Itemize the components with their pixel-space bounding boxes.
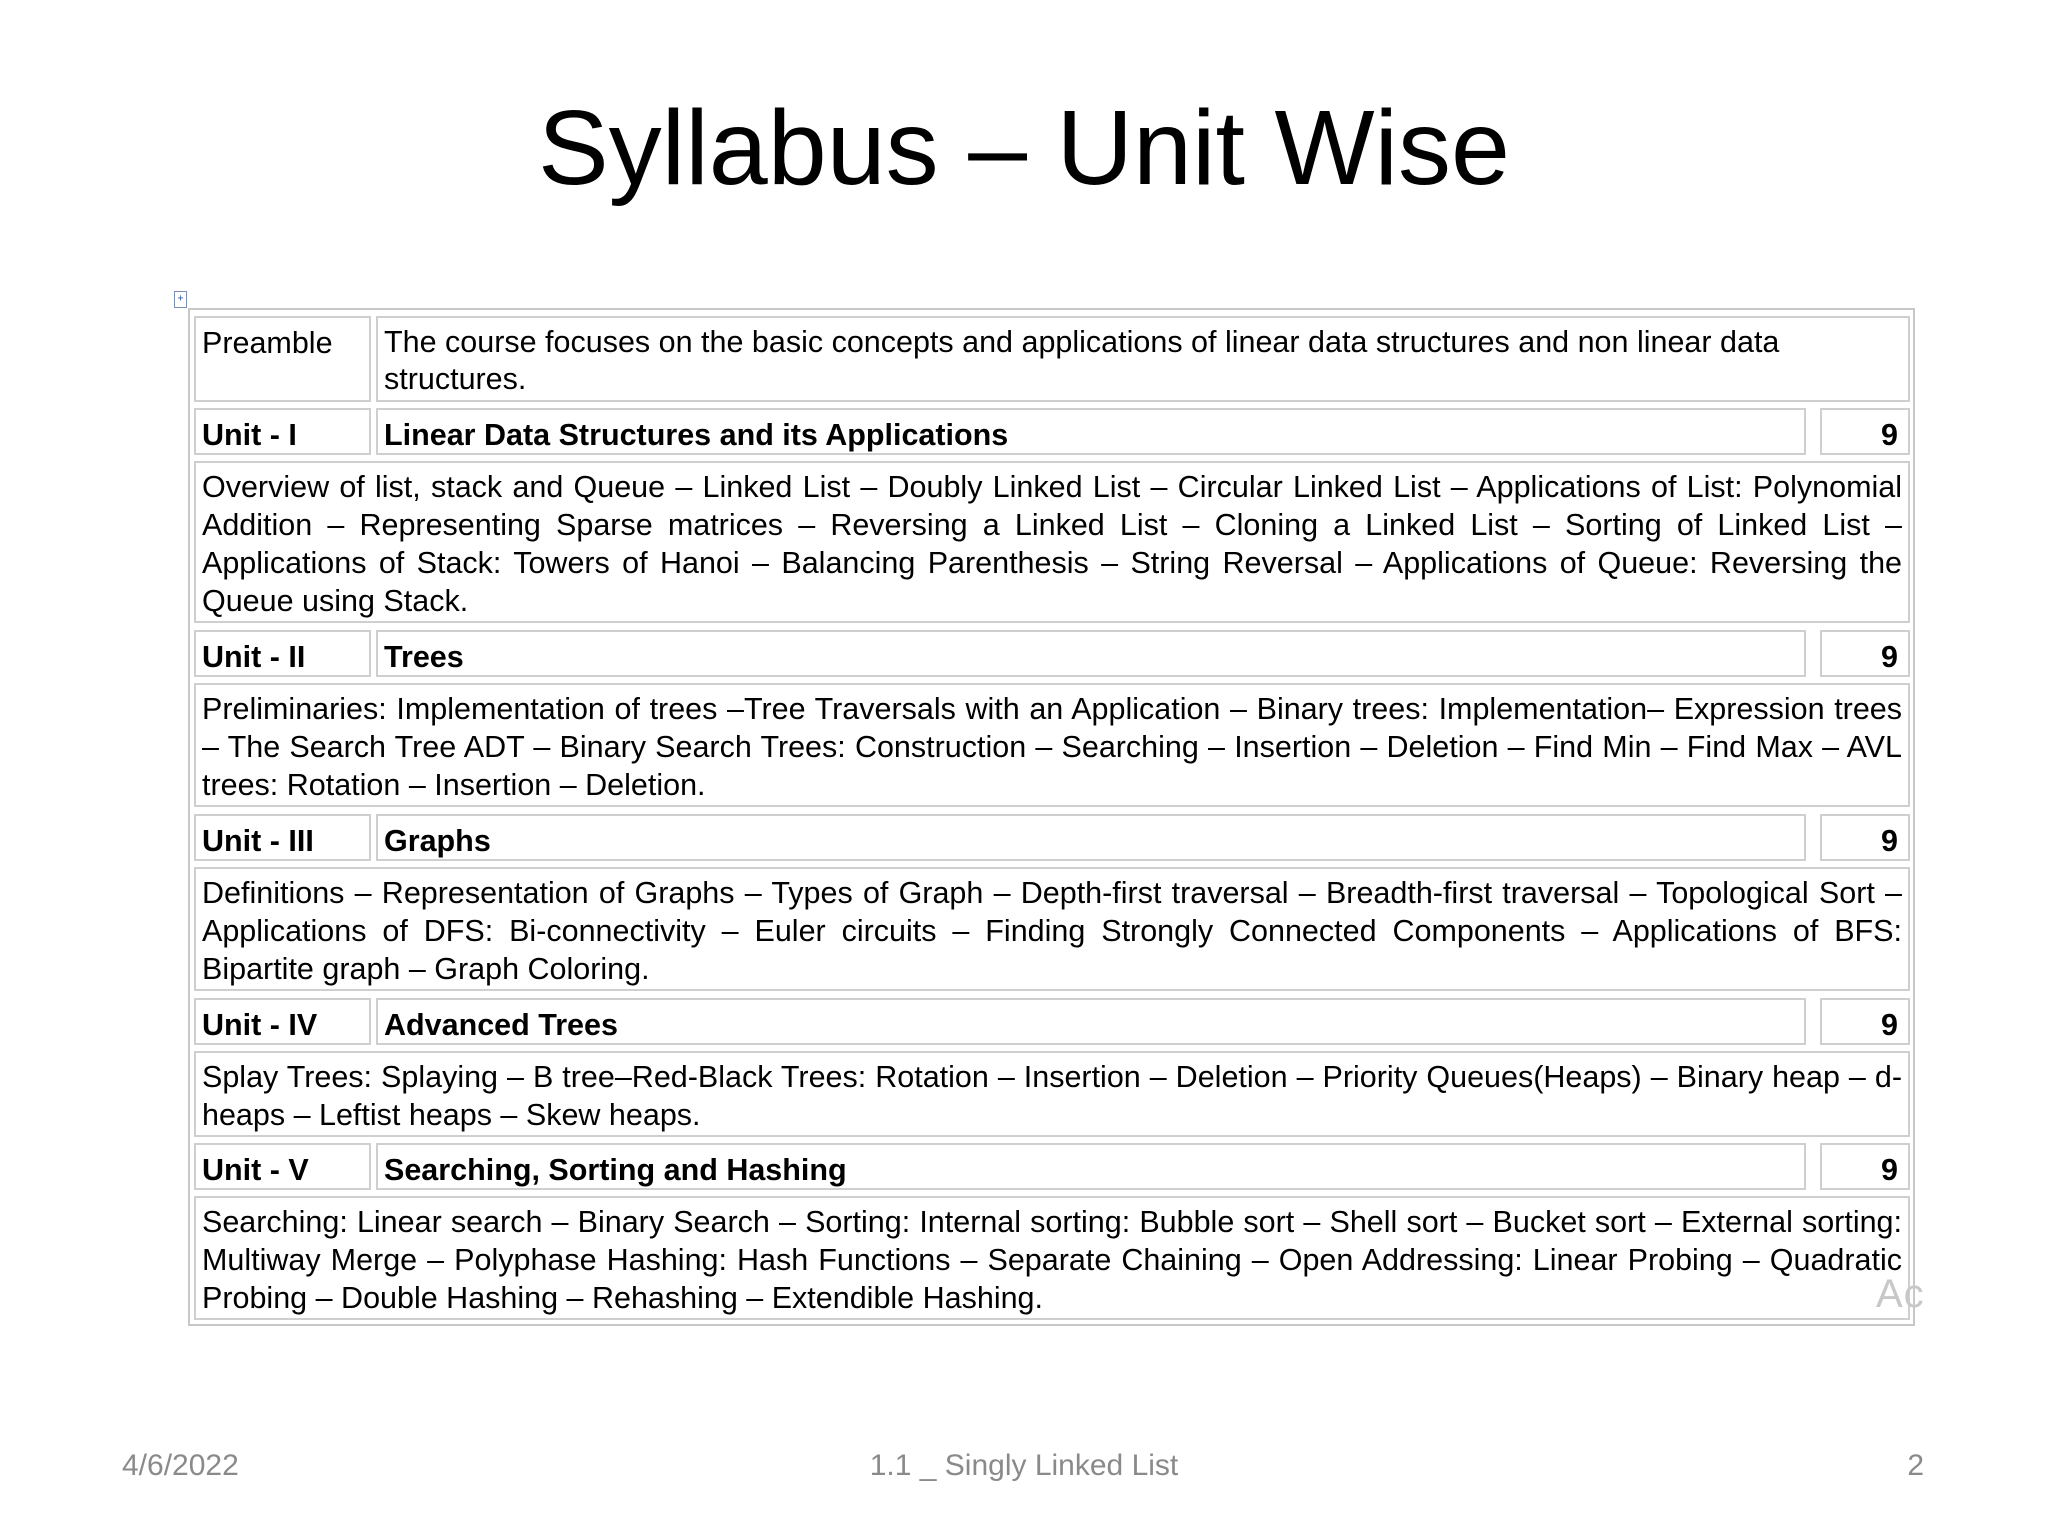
unit-content-row xyxy=(194,461,1910,623)
unit-header-row xyxy=(194,1143,1910,1190)
unit-header-row xyxy=(194,630,1910,677)
unit-label: Unit - IV xyxy=(194,998,371,1045)
unit-label: Unit - I xyxy=(194,408,371,455)
unit-title: Searching, Sorting and Hashing xyxy=(376,1143,1806,1190)
unit-header-row xyxy=(194,814,1910,861)
unit-content: Searching: Linear search – Binary Search – Sorting: Internal sorting: Bubble sort – Shell sort – Bucket sort – External sorting: Multiway Merge – Polyphase Hashing: Hash Functions – Separate Chaining – Open Addressing: Linear Probing – Quadratic Probing – Double Hashing – Rehashing – Extendible Hashing. xyxy=(194,1196,1910,1320)
unit-content-row xyxy=(194,1196,1910,1320)
unit-content: Preliminaries: Implementation of trees –Tree Traversals with an Application – Binary trees: Implementation– Expression trees – The Search Tree ADT – Binary Search Trees: Construction – Searching – Insertion – Deletion – Find Min – Find Max – AVL trees: Rotation – Insertion – Deletion. xyxy=(194,683,1910,807)
unit-content-row xyxy=(194,1051,1910,1137)
preamble-row xyxy=(194,316,1910,402)
footer-title: 1.1 _ Singly Linked List xyxy=(869,1449,1179,1482)
unit-title: Advanced Trees xyxy=(376,998,1806,1045)
unit-content: Overview of list, stack and Queue – Linked List – Doubly Linked List – Circular Linked List – Applications of List: Polynomial Addition – Representing Sparse matrices – Reversing a Linked List – Cloning a Linked List – Sorting of Linked List – Applications of Stack: Towers of Hanoi – Balancing Parenthesis – String Reversal – Applications of Queue: Reversing the Queue using Stack. xyxy=(194,461,1910,623)
unit-label: Unit - V xyxy=(194,1143,371,1190)
unit-hours: 9 xyxy=(1820,998,1910,1045)
unit-hours: 9 xyxy=(1820,1143,1910,1190)
unit-title: Linear Data Structures and its Applications xyxy=(376,408,1806,455)
unit-header-row xyxy=(194,408,1910,455)
unit-label: Unit - II xyxy=(194,630,371,677)
slide-title: Syllabus – Unit Wise xyxy=(537,89,1510,207)
unit-title: Graphs xyxy=(376,814,1806,861)
footer-date: 4/6/2022 xyxy=(122,1449,239,1482)
unit-hours: 9 xyxy=(1820,408,1910,455)
unit-content-row xyxy=(194,683,1910,807)
preamble-text: The course focuses on the basic concepts and applications of linear data structures and non linear data structures. xyxy=(376,316,1910,402)
page-number: 2 xyxy=(1907,1449,1924,1482)
unit-header-row xyxy=(194,998,1910,1045)
unit-hours: 9 xyxy=(1820,814,1910,861)
preamble-label: Preamble xyxy=(194,316,371,402)
watermark-text: Ac xyxy=(1876,1272,1925,1316)
table-move-handle-icon[interactable]: + xyxy=(174,291,187,308)
unit-label: Unit - III xyxy=(194,814,371,861)
unit-content: Splay Trees: Splaying – B tree–Red-Black Trees: Rotation – Insertion – Deletion – Priority Queues(Heaps) – Binary heap – d-heaps – Leftist heaps – Skew heaps. xyxy=(194,1051,1910,1137)
unit-hours: 9 xyxy=(1820,630,1910,677)
unit-title: Trees xyxy=(376,630,1806,677)
unit-content: Definitions – Representation of Graphs – Types of Graph – Depth-first traversal – Breadth-first traversal – Topological Sort – Applications of DFS: Bi-connectivity – Euler circuits – Finding Strongly Connected Components – Applications of BFS: Bipartite graph – Graph Coloring. xyxy=(194,867,1910,991)
unit-content-row xyxy=(194,867,1910,991)
